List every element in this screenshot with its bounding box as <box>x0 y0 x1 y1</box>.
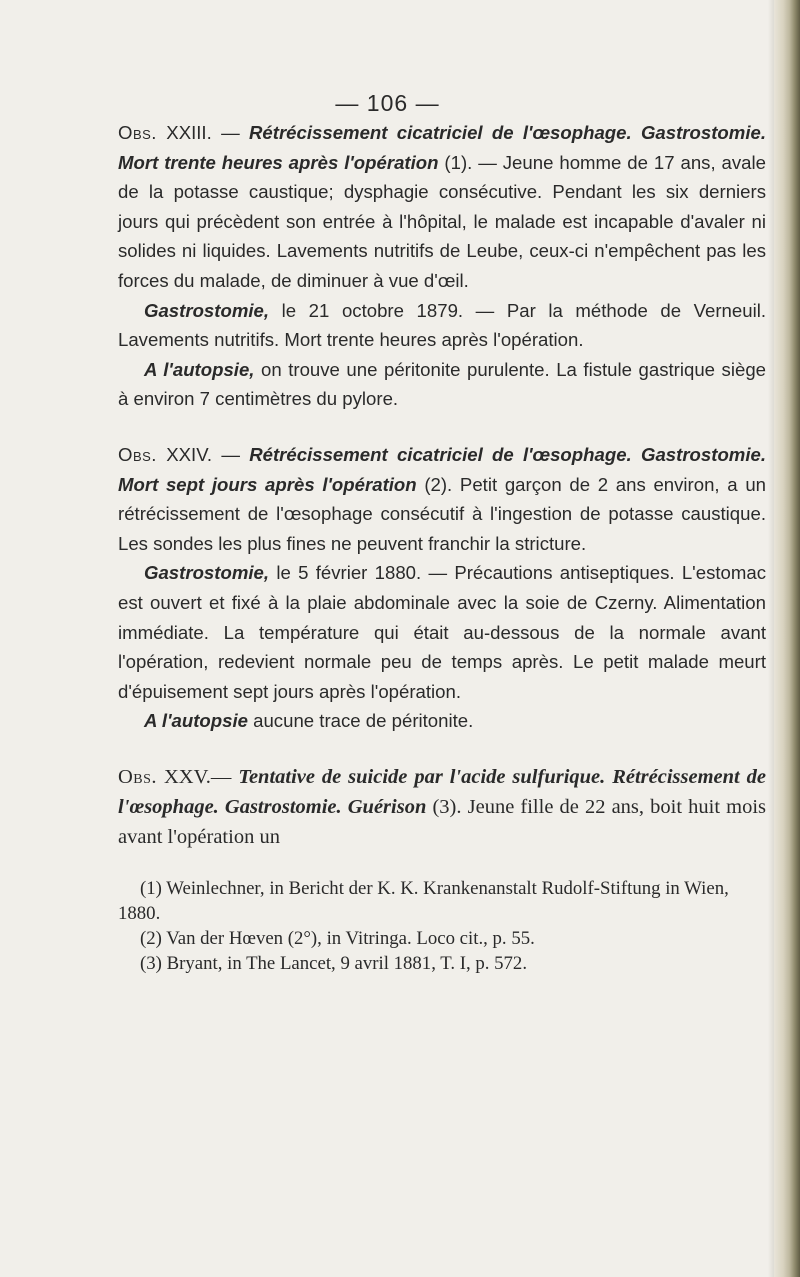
paragraph-text: aucune trace de péritonite. <box>247 710 474 732</box>
page-body <box>118 118 766 976</box>
observation-xxv <box>118 762 766 852</box>
footnote-1: (1) Weinlechner, in Bericht der K. K. Krankenanstalt Rudolf-Stiftung in Wien, 1880. <box>118 877 729 924</box>
obs-label: Obs. <box>118 443 157 465</box>
observation-xxiii-intro <box>118 118 766 296</box>
obs-label: Obs. <box>118 122 157 143</box>
paragraph-text: le 5 février 1880. — Précautions antiseptiques. L'estomac est ouvert et fixé à la plaie abdominale avec la soie de Czerny. Alimentation immédiate. La température qui était au-dessous de la normale avant l'opération, redevient normale peu de temps après. Le petit malade meurt d'épuisement sept jours après l'opération. <box>118 562 766 702</box>
observation-xxiii-operation <box>118 296 766 355</box>
page-number: — 106 — <box>335 90 440 116</box>
observation-xxiii-autopsy <box>118 355 766 414</box>
obs-intro-text: Jeune homme de 17 ans, avale de la potasse caustique; dysphagie consécutive. Pendant les six derniers jours qui précèdent son entrée à l'hôpital, le malade est incapable d'avaler ni solides ni liquides. Lavements nutritifs de Leube, ceux-ci n'empêchent pas les forces du malade, de diminuer à vue d'œil. <box>118 151 766 291</box>
paragraph-lead: A l'autopsie, <box>144 358 255 380</box>
observation-xxiv-operation <box>118 558 766 706</box>
obs-number: XXV. <box>163 765 211 788</box>
observation-xxiv-autopsy <box>118 706 766 736</box>
paragraph-text: on trouve une péritonite purulente. La fistule gastrique siège à environ 7 centimètres du pylore. <box>118 358 766 410</box>
obs-subtitle: Gastrostomie. Mort sept jours après l'opération <box>118 443 767 495</box>
obs-intro-text: Jeune fille de 22 ans, boit huit mois avant l'opération un <box>118 795 767 848</box>
paragraph-lead: Gastrostomie, <box>144 299 270 321</box>
obs-dash: — <box>210 765 239 788</box>
obs-intro-text: Petit garçon de 2 ans environ, a un rétrécissement de l'œsophage consécutif à l'ingestion de potasse caustique. Les sondes les plus fines ne peuvent franchir la stricture. <box>118 473 766 554</box>
paragraph-text: le 21 octobre 1879. — Par la méthode de Verneuil. Lavements nutritifs. Mort trente heures après l'opération. <box>118 299 766 351</box>
obs-dash: — <box>212 443 250 465</box>
observation-xxiii <box>118 118 766 414</box>
obs-dash: — <box>211 122 249 143</box>
obs-title: Tentative de suicide par l'acide sulfurique. <box>238 765 606 788</box>
obs-subtitle: Rétrécissement de l'œsophage. Gastrostomie. Guérison <box>118 765 767 818</box>
observation-xxiv <box>118 440 766 736</box>
obs-title: Rétrécissement cicatriciel de l'œsophage. <box>248 122 632 143</box>
footnote-3: (3) Bryant, in The Lancet, 9 avril 1881, T. I, p. 572. <box>140 952 528 974</box>
footnote-2: (2) Van der Hœven (2°), in Vitringa. Loco cit., p. 55. <box>140 927 535 949</box>
footnote-ref: (3). <box>426 795 462 818</box>
page-edge-shadow <box>774 0 800 1277</box>
paragraph-lead: A l'autopsie <box>144 710 248 732</box>
footnote-ref: (2). <box>416 473 453 495</box>
obs-number: XXIV. <box>166 443 213 465</box>
obs-title: Rétrécissement cicatriciel de l'œsophage. <box>249 443 632 465</box>
obs-subtitle: Gastrostomie. Mort trente heures après l'opération <box>118 122 766 173</box>
footnote-ref: (1). — <box>438 151 497 173</box>
observation-xxv-intro <box>118 762 766 852</box>
obs-number: XXIII. <box>166 122 212 143</box>
observation-xxiv-intro <box>118 440 766 558</box>
footnotes <box>118 876 766 976</box>
obs-label: Obs. <box>118 765 158 788</box>
paragraph-lead: Gastrostomie, <box>144 562 270 584</box>
